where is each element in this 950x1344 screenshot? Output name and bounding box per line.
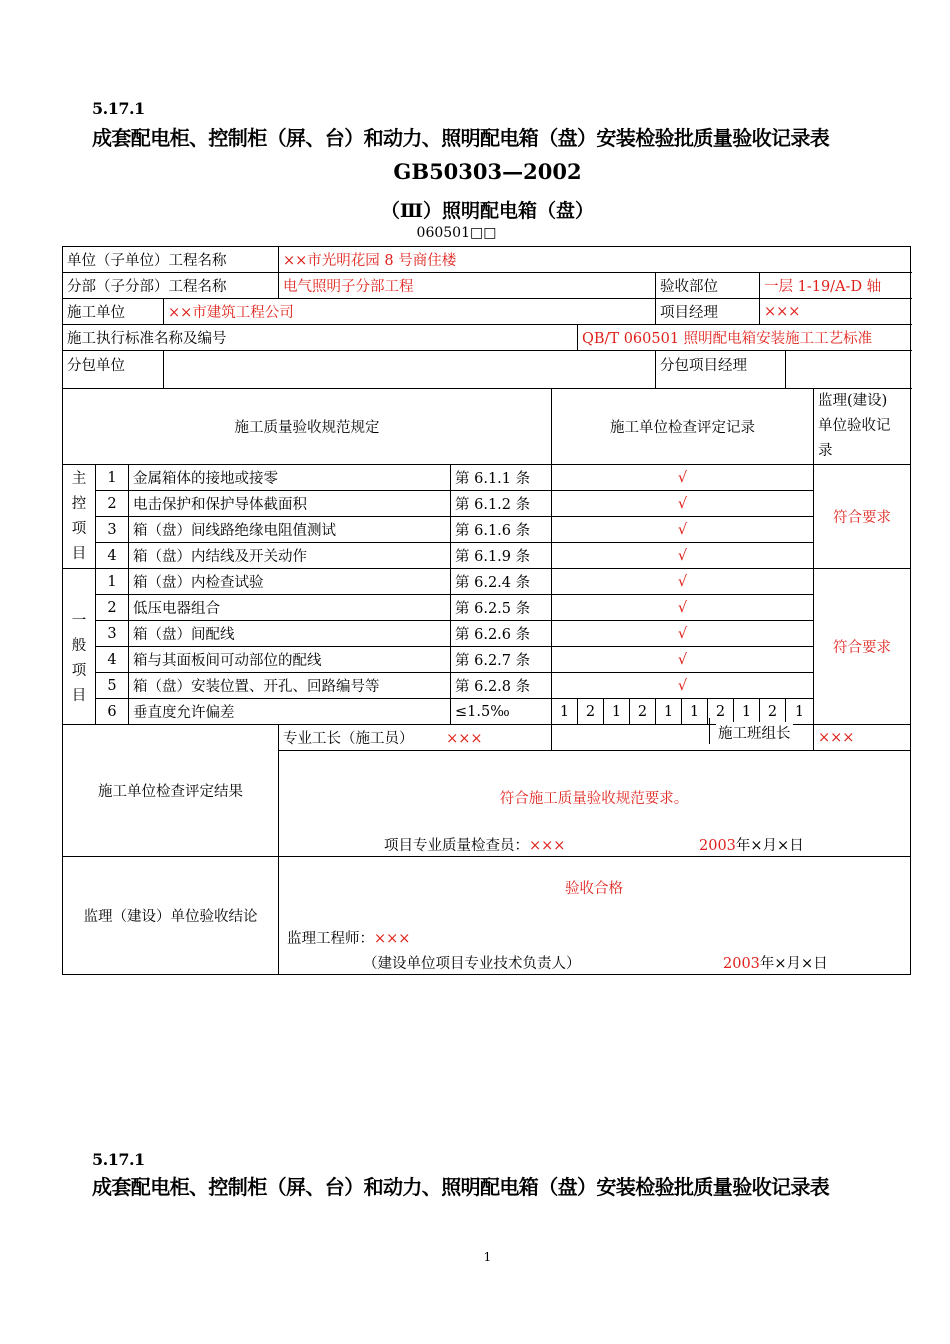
table-row <box>63 491 911 517</box>
deviation-value: 1 <box>682 699 708 725</box>
date-year: 2003 <box>723 956 760 972</box>
deviation-value: 1 <box>552 699 578 725</box>
deviation-value: 1 <box>734 699 760 725</box>
item-no: 4 <box>96 647 129 673</box>
group-char: 项 <box>71 663 87 679</box>
item-no: 3 <box>96 517 129 543</box>
leader-value: ××× <box>814 725 911 751</box>
footer-section-number: 5.17.1 <box>92 1150 145 1169</box>
table-row <box>63 647 911 673</box>
check-header: 施工单位检查评定记录 <box>552 389 814 465</box>
sub-pm-value <box>786 351 911 389</box>
standard-row <box>63 325 911 351</box>
item-no: 2 <box>96 491 129 517</box>
table-row <box>63 543 911 569</box>
contractor-value: ××市建筑工程公司 <box>164 299 656 325</box>
check-mark: √ <box>552 543 814 569</box>
table-row <box>63 621 911 647</box>
item-no: 1 <box>96 569 129 595</box>
item-desc: 低压电器组合 <box>129 595 451 621</box>
supervisor-header-line: 监理(建设) <box>818 393 888 409</box>
deviation-value: 1 <box>604 699 630 725</box>
main-group-label <box>63 465 96 569</box>
item-desc: 箱（盘）间配线 <box>129 621 451 647</box>
tech-label: （建设单位项目专业技术负责人） <box>363 956 581 972</box>
form-code: 060501□□ <box>416 225 497 241</box>
division-label: 分部（子分部）工程名称 <box>63 273 279 299</box>
leader-divider <box>709 718 710 744</box>
table-row <box>63 517 911 543</box>
item-desc: 箱（盘）安装位置、开孔、回路编号等 <box>129 673 451 699</box>
inspector-value: ××× <box>529 838 566 854</box>
item-no: 4 <box>96 543 129 569</box>
item-desc: 箱（盘）内结线及开关动作 <box>129 543 451 569</box>
supervisor-conclusion: 验收合格 <box>565 881 623 897</box>
item-no: 3 <box>96 621 129 647</box>
deviation-row <box>63 699 911 725</box>
contractor-conclusion: 符合施工质量验收规范要求。 <box>499 791 689 807</box>
sub-label: 分包单位 <box>63 351 164 389</box>
group-char: 般 <box>71 638 87 654</box>
contractor-conclusion-cell <box>279 751 911 857</box>
accept-part-value: 一层 1-19/A-D 轴 <box>760 273 911 299</box>
item-clause: 第 6.2.7 条 <box>451 647 552 673</box>
item-clause: 第 6.2.6 条 <box>451 621 552 647</box>
unit-value: ××市光明花园 8 号商住楼 <box>279 247 911 273</box>
general-group-label <box>63 569 96 725</box>
item-clause: 第 6.1.6 条 <box>451 517 552 543</box>
engineer-label: 监理工程师： <box>287 931 374 947</box>
inspection-table <box>62 246 911 975</box>
group-char: 目 <box>71 545 87 562</box>
table-row <box>63 569 911 595</box>
supervisor-header-line: 单位验收记 <box>818 418 891 434</box>
spec-header: 施工质量验收规范规定 <box>63 389 552 465</box>
foreman-label-text: 专业工长（施工员） <box>283 731 414 747</box>
pm-value: ××× <box>760 299 911 325</box>
form-title: 成套配电柜、控制柜（屏、台）和动力、照明配电箱（盘）安装检验批质量验收记录表 <box>92 126 830 150</box>
item-clause: 第 6.1.2 条 <box>451 491 552 517</box>
deviation-value: 2 <box>578 699 604 725</box>
sub-pm-label: 分包项目经理 <box>656 351 786 389</box>
item-clause: 第 6.1.1 条 <box>451 465 552 491</box>
page-number: 1 <box>483 1250 492 1264</box>
item-clause: ≤1.5‰ <box>451 699 552 725</box>
item-clause: 第 6.1.9 条 <box>451 543 552 569</box>
accept-part-label: 验收部位 <box>656 273 760 299</box>
item-no: 6 <box>96 699 129 725</box>
unit-row <box>63 247 911 273</box>
supervisor-conclusion-cell <box>279 857 911 975</box>
division-value: 电气照明子分部工程 <box>279 273 656 299</box>
main-group-result: 符合要求 <box>814 465 911 569</box>
item-clause: 第 6.2.5 条 <box>451 595 552 621</box>
sub-value <box>164 351 656 389</box>
standard-label: 施工执行标准名称及编号 <box>63 325 578 351</box>
group-char: 一 <box>71 613 87 629</box>
supervisor-header <box>814 389 911 465</box>
table-row <box>63 673 911 699</box>
division-row <box>63 273 911 299</box>
unit-label: 单位（子单位）工程名称 <box>63 247 279 273</box>
deviation-value: 2 <box>708 699 734 725</box>
deviation-value: 2 <box>630 699 656 725</box>
deviation-value: 1 <box>786 699 814 725</box>
pm-label: 项目经理 <box>656 299 760 325</box>
section-number: 5.17.1 <box>92 99 145 118</box>
group-char: 主 <box>71 470 87 487</box>
contractor-result-label: 施工单位检查评定结果 <box>63 725 279 857</box>
check-mark: √ <box>552 621 814 647</box>
check-mark: √ <box>552 465 814 491</box>
subcontractor-row <box>63 351 911 389</box>
check-mark: √ <box>552 517 814 543</box>
item-desc: 电击保护和保护导体截面积 <box>129 491 451 517</box>
item-desc: 金属箱体的接地或接零 <box>129 465 451 491</box>
table-row <box>63 465 911 491</box>
contractor-date <box>699 834 804 855</box>
check-mark: √ <box>552 569 814 595</box>
contractor-label: 施工单位 <box>63 299 164 325</box>
form-subtitle: （Ⅲ）照明配电箱（盘） <box>380 200 595 222</box>
supervisor-conclusion-row <box>63 857 911 975</box>
table-row <box>63 595 911 621</box>
item-no: 2 <box>96 595 129 621</box>
standard-value: QB/T 060501 照明配电箱安装施工工艺标准 <box>578 325 911 351</box>
leader-label: 施工班组长 <box>716 722 793 743</box>
supervisor-date <box>723 952 828 973</box>
inspector-label: 项目专业质量检查员： <box>384 838 529 854</box>
item-desc: 箱（盘）内检查试验 <box>129 569 451 595</box>
check-mark: √ <box>552 647 814 673</box>
contractor-row <box>63 299 911 325</box>
item-desc: 垂直度允许偏差 <box>129 699 451 725</box>
date-year: 2003 <box>699 838 736 854</box>
check-mark: √ <box>552 595 814 621</box>
group-char: 目 <box>71 688 87 704</box>
item-clause: 第 6.2.8 条 <box>451 673 552 699</box>
supervisor-header-line: 录 <box>818 443 833 459</box>
engineer-value: ××× <box>374 931 411 947</box>
item-clause: 第 6.2.4 条 <box>451 569 552 595</box>
deviation-value: 2 <box>760 699 786 725</box>
inspector-line <box>384 834 565 855</box>
supervisor-result-label: 监理（建设）单位验收结论 <box>63 857 279 975</box>
column-header-row <box>63 389 911 465</box>
general-group-result: 符合要求 <box>814 569 911 725</box>
date-rest: 年×月×日 <box>759 956 828 972</box>
group-char: 控 <box>71 495 87 512</box>
check-mark: √ <box>552 491 814 517</box>
item-no: 5 <box>96 673 129 699</box>
date-rest: 年×月×日 <box>735 838 804 854</box>
foreman-value: ××× <box>446 731 483 747</box>
footer-title: 成套配电柜、控制柜（屏、台）和动力、照明配电箱（盘）安装检验批质量验收记录表 <box>92 1175 830 1199</box>
standard-code: GB50303—2002 <box>393 159 582 184</box>
engineer-line <box>287 927 410 948</box>
item-desc: 箱与其面板间可动部位的配线 <box>129 647 451 673</box>
check-mark: √ <box>552 673 814 699</box>
item-desc: 箱（盘）间线路绝缘电阻值测试 <box>129 517 451 543</box>
foreman-label <box>279 725 552 751</box>
group-char: 项 <box>71 520 87 537</box>
item-no: 1 <box>96 465 129 491</box>
deviation-value: 1 <box>656 699 682 725</box>
